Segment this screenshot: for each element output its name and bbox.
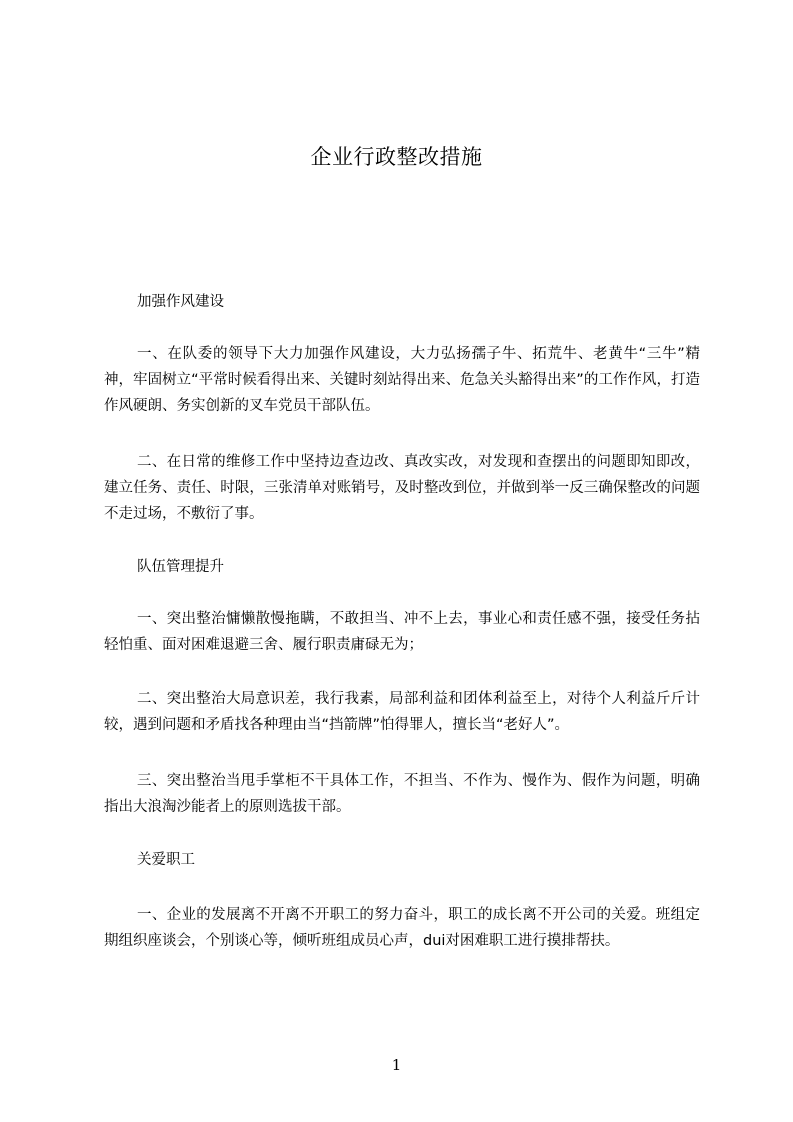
paragraph-work-style-1: 一、在队委的领导下大力加强作风建设，大力弘扬孺子牛、拓荒牛、老黄牛“三牛”精神，牢固树立“平常时候看得出来、关键时刻站得出来、危急关头豁得出来”的工作作风，打造作风硬朗、务实创新的叉车党员干部队伍。 bbox=[104, 346, 700, 414]
paragraph-team-management-2: 二、突出整治大局意识差，我行我素，局部利益和团体利益至上，对待个人利益斤斤计较，遇到问题和矛盾找各种理由当“挡箭牌”怕得罪人，擅长当“老好人”。 bbox=[104, 691, 700, 733]
paragraph-team-management-3: 三、突出整治当甩手掌柜不干具体工作，不担当、不作为、慢作为、假作为问题，明确指出大浪淘沙能者上的原则选拔干部。 bbox=[104, 773, 700, 815]
page-number: 1 bbox=[391, 1056, 402, 1074]
paragraph-team-management-1: 一、突出整治慵懒散慢拖瞒，不敢担当、冲不上去，事业心和责任感不强，接受任务拈轻怕重、面对困难退避三舍、履行职责庸碌无为； bbox=[104, 611, 700, 653]
section-heading-employee-care: 关爱职工 bbox=[137, 852, 195, 868]
paragraph-employee-care-1: 一、企业的发展离不开离不开职工的努力奋斗，职工的成长离不开公司的关爱。班组定期组织座谈会，个别谈心等，倾听班组成员心声，dui对困难职工进行摸排帮扶。 bbox=[104, 907, 700, 949]
section-heading-work-style: 加强作风建设 bbox=[137, 294, 224, 310]
document-title: 企业行政整改措施 bbox=[310, 145, 483, 169]
section-heading-team-management: 队伍管理提升 bbox=[137, 559, 224, 575]
paragraph-work-style-2: 二、在日常的维修工作中坚持边查边改、真改实改，对发现和查摆出的问题即知即改，建立任务、责任、时限，三张清单对账销号，及时整改到位，并做到举一反三确保整改的问题不走过场，不敷衍了事。 bbox=[104, 454, 700, 522]
